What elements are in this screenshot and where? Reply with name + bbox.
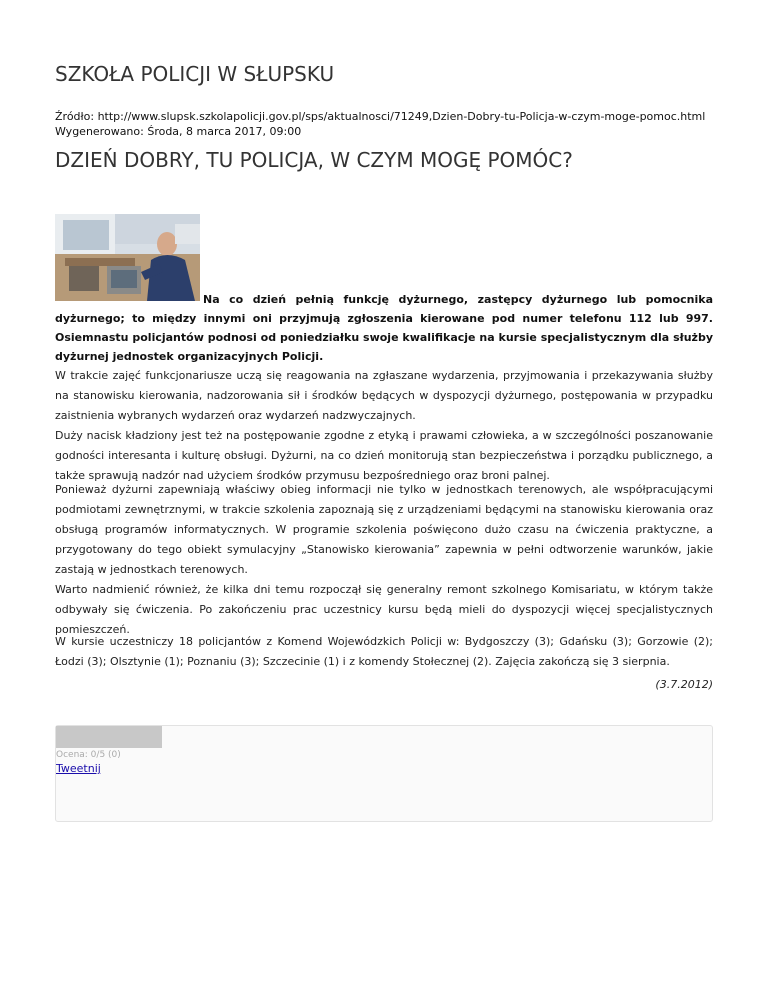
source-url[interactable]: Źródło: http://www.slupsk.szkolapolicji.gov.pl/sps/aktualnosci/71249,Dzien-Dobry-tu-Policja-w-czym-moge-pomoc.html [55, 110, 706, 123]
paragraph-text: W kursie uczestniczy 18 policjantów z Komend Wojewódzkich Policji w: Bydgoszczy (3); Gdańsku (3); Gorzowie (2); Łodzi (3); Olsztynie (1); Poznaniu (3); Szczecinie (1) i z komendy Stołecznej (2). Zajęcia zakończą się 3 sierpnia. [55, 635, 713, 668]
paragraph-text: W trakcie zajęć funkcjonariusze uczą się reagowania na zgłaszane wydarzenia, przyjmowania i przekazywania służby na stanowisku kierowania, nadzorowania sił i środków będących w dyspozycji dyżurnego, postępowania w przypadku zaistnienia wybranych wydarzeń oraz wydarzeń nadzwyczajnych. [55, 369, 713, 422]
paragraph-text: Duży nacisk kładziony jest też na postępowanie zgodne z etyką i prawami człowieka, a w szczególności poszanowanie godności interesanta i kulturę obsługi. Dyżurni, na co dzień monitorują stan bezpieczeństwa i porządku publicznego, a także sprawują nadzór nad użyciem środków przymusu bezpośredniego oraz broni palnej. [55, 429, 713, 482]
rating-stars[interactable] [56, 726, 162, 748]
paragraph-participants [55, 632, 713, 672]
site-title: SZKOŁA POLICJI W SŁUPSKU [55, 62, 335, 86]
lead-text: Na co dzień pełnią funkcję dyżurnego, zastępcy dyżurnego lub pomocnika dyżurnego; to między innymi oni przyjmują zgłoszenia kierowane pod numer telefonu 112 lub 997. Osiemnastu policjantów podnosi od poniedziałku swoje kwalifikacje na kursie specjalistycznym dla służby dyżurnej jednostek organizacyjnych Policji. [55, 293, 713, 363]
social-widget [55, 725, 713, 822]
tweet-link[interactable]: Tweetnij [56, 762, 101, 775]
paragraph-information [55, 480, 713, 640]
police-dispatcher-photo [55, 214, 200, 301]
article-title: DZIEŃ DOBRY, TU POLICJA, W CZYM MOGĘ POMÓC? [55, 148, 573, 172]
article-photo [55, 214, 200, 301]
generated-date: Wygenerowano: Środa, 8 marca 2017, 09:00 [55, 125, 302, 138]
document-meta [55, 109, 705, 139]
paragraph-text: Warto nadmienić również, że kilka dni temu rozpoczął się generalny remont szkolnego Komisariatu, w którym także odbywały się ćwiczenia. Po zakończeniu prac uczestnicy kursu będą mieli do dyspozycji więcej specjalistycznych pomieszczeń. [55, 583, 713, 636]
rating-text: Ocena: 0/5 (0) [56, 750, 121, 760]
article-lead [55, 290, 713, 366]
paragraph-text: Ponieważ dyżurni zapewniają właściwy obieg informacji nie tylko w jednostkach terenowych, ale współpracującymi podmiotami zewnętrznymi, w trakcie szkolenia zapoznają się z urządzeniami będącymi na stanowisku kierowania oraz obsługą programów informatycznych. W programie szkolenia poświęcono dużo czasu na ćwiczenia praktyczne, a przygotowany do tego obiekt symulacyjny „Stanowisko kierowania” zapewnia w pełni odtworzenie warunków, jakie zastają w jednostkach terenowych. [55, 483, 713, 576]
paragraph-training [55, 366, 713, 486]
article-date: (3.7.2012) [655, 678, 713, 691]
